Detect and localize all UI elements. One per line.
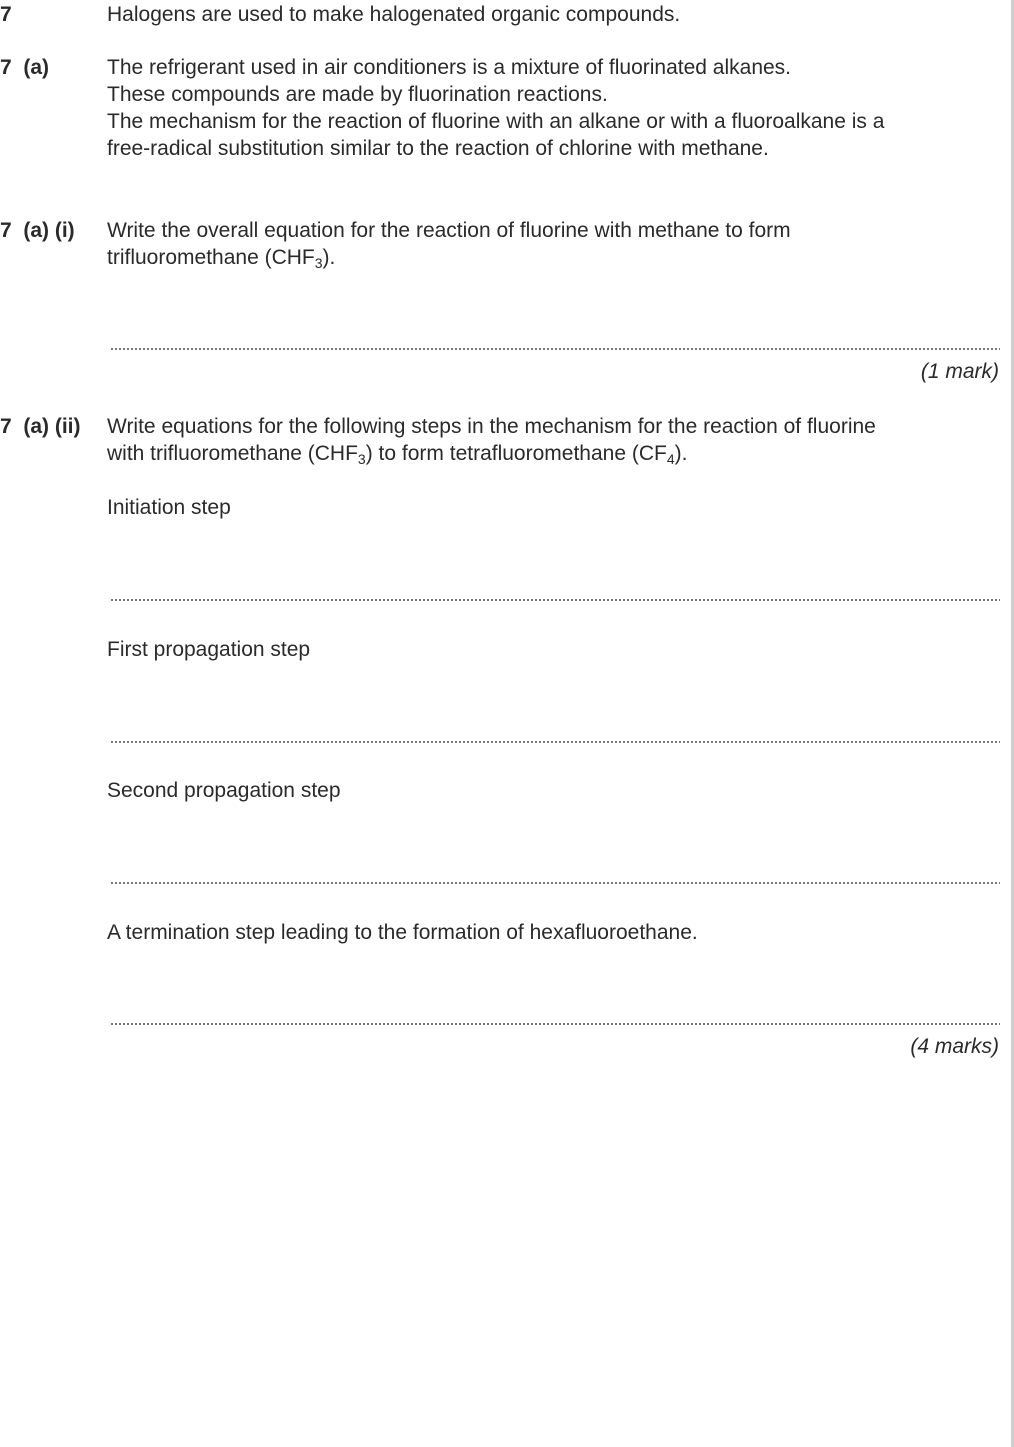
initiation-step-label: Initiation step: [107, 496, 231, 519]
question-7a-line: The mechanism for the reaction of fluorine with an alkane or with a fluoroalkane is a: [107, 110, 885, 133]
question-7aii-number: 7 (a) (ii): [0, 415, 81, 438]
question-7ai-number: 7 (a) (i): [0, 219, 75, 242]
answer-line-termination[interactable]: [110, 1022, 1000, 1026]
second-propagation-label: Second propagation step: [107, 779, 341, 802]
answer-line-initiation[interactable]: [110, 598, 1000, 602]
termination-step-label: A termination step leading to the formation of hexafluoroethane.: [107, 921, 698, 944]
question-7-number: 7: [0, 3, 12, 26]
question-7-intro: Halogens are used to make halogenated organic compounds.: [107, 3, 681, 26]
question-7a-line: The refrigerant used in air conditioners is a mixture of fluorinated alkanes.: [107, 56, 792, 79]
question-7a-line: free-radical substitution similar to the reaction of chlorine with methane.: [107, 137, 769, 160]
question-7ai-line-2: trifluoromethane $(CHF_3)$.: [107, 246, 336, 271]
marks-7aii: (4 marks): [910, 1035, 999, 1058]
question-7ai-line-1: Write the overall equation for the reaction of fluorine with methane to form: [107, 219, 791, 242]
answer-line-second-propagation[interactable]: [110, 881, 1000, 885]
question-7a-line: These compounds are made by fluorination reactions.: [107, 83, 608, 106]
first-propagation-label: First propagation step: [107, 638, 311, 661]
question-7aii-text: [107, 413, 987, 467]
question-7ai-text: [107, 217, 987, 271]
question-7a-text: [107, 54, 987, 162]
question-7aii-line-2: with trifluoromethane $(CHF_3)$ to form tetrafluoromethane $(CF_4)$.: [107, 442, 688, 467]
answer-line-7ai[interactable]: [110, 347, 1000, 351]
question-7aii-line-1: Write equations for the following steps in the mechanism for the reaction of fluorine: [107, 415, 876, 438]
answer-line-first-propagation[interactable]: [110, 740, 1000, 744]
marks-7ai: (1 mark): [920, 360, 999, 383]
question-7a-number: 7 (a): [0, 56, 50, 79]
